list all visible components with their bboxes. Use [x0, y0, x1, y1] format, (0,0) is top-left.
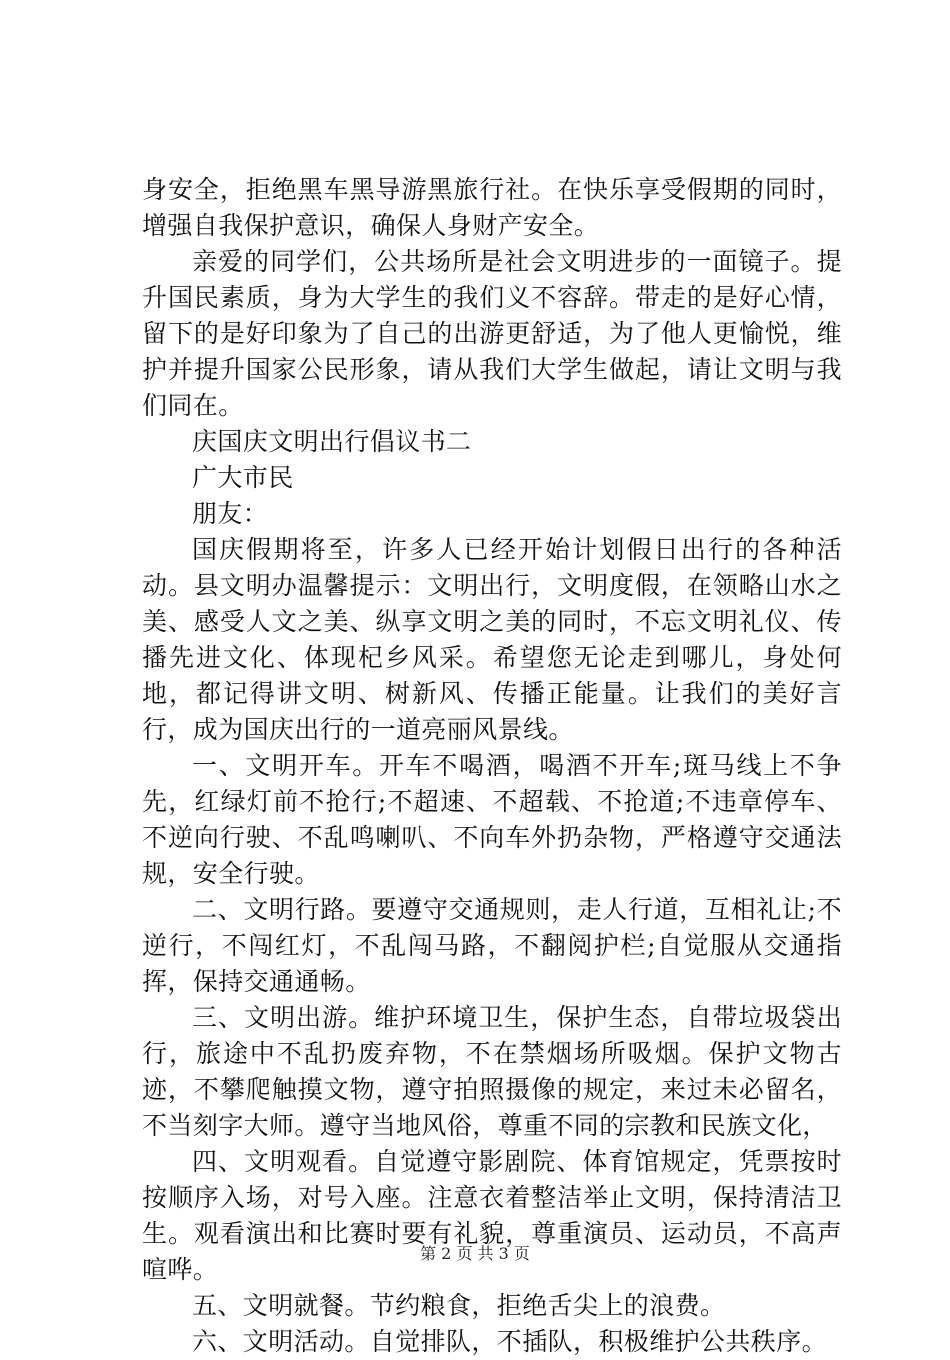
list-item: 六、文明活动。自觉排队，不插队，积极维护公共秩序。	[192, 1327, 828, 1356]
document-body	[142, 172, 842, 1360]
paragraph: 身安全，拒绝黑车黑导游黑旅行社。在快乐享受假期的同时，增强自我保护意识，确保人身财产安全。	[142, 175, 842, 240]
list-item: 二、文明行路。要遵守交通规则，走人行道，互相礼让;不逆行，不闯红灯，不乱闯马路，不翻阅护栏;自觉服从交通指挥，保持交通通畅。	[142, 895, 842, 996]
paragraph: 国庆假期将至，许多人已经开始计划假日出行的各种活动。县文明办温馨提示：文明出行，文明度假，在领略山水之美、感受人文之美、纵享文明之美的同时，不忘文明礼仪、传播先进文化、体现杞乡风采。希望您无论走到哪儿，身处何地，都记得讲文明、树新风、传播正能量。让我们的美好言行，成为国庆出行的一道亮丽风景线。	[142, 535, 842, 744]
list-item: 一、文明开车。开车不喝酒，喝酒不开车;斑马线上不争先，红绿灯前不抢行;不超速、不超载、不抢道;不违章停车、不逆向行驶、不乱鸣喇叭、不向车外扔杂物，严格遵守交通法规，安全行驶。	[142, 751, 842, 888]
page-number-footer: 第 2 页 共 3 页	[420, 1244, 530, 1263]
list-item: 五、文明就餐。节约粮食，拒绝舌尖上的浪费。	[192, 1291, 726, 1320]
section-heading: 庆国庆文明出行倡议书二	[192, 427, 472, 456]
salutation-line: 朋友：	[192, 499, 269, 528]
list-item: 三、文明出游。维护环境卫生，保护生态，自带垃圾袋出行，旅途中不乱扔废弃物，不在禁烟场所吸烟。保护文物古迹，不攀爬触摸文物，遵守拍照摄像的规定，来过未必留名，不当刻字大师。遵守当地风俗，尊重不同的宗教和民族文化，	[142, 1003, 842, 1140]
paragraph: 亲爱的同学们，公共场所是社会文明进步的一面镜子。提升国民素质，身为大学生的我们义不容辞。带走的是好心情，留下的是好印象为了自己的出游更舒适，为了他人更愉悦，维护并提升国家公民形象，请从我们大学生做起，请让文明与我们同在。	[142, 247, 842, 420]
salutation-line: 广大市民	[192, 463, 294, 492]
list-item: 四、文明观看。自觉遵守影剧院、体育馆规定，凭票按时按顺序入场，对号入座。注意衣着整洁举止文明，保持清洁卫生。观看演出和比赛时要有礼貌，尊重演员、运动员，不高声喧哗。	[142, 1147, 842, 1284]
